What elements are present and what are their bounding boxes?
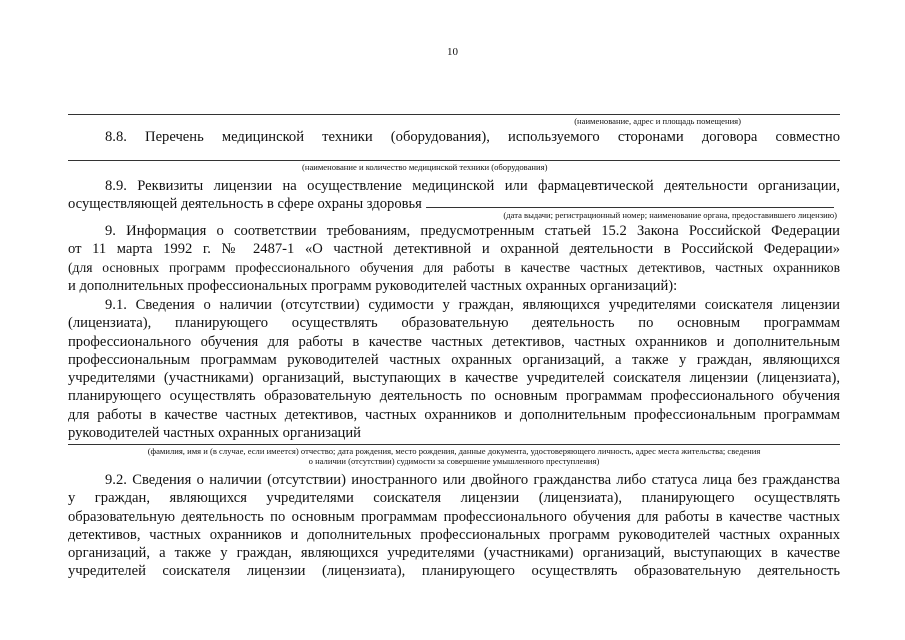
text-line: (лицензиата), планирующего осуществлять образовательную деятельность по основным программам (68, 315, 840, 332)
license-fill-line (426, 195, 834, 208)
text-line: планирующего осуществлять образовательную деятельность по основным программам профессионального обучения (68, 388, 840, 405)
text-line: от 11 марта 1992 г. № 2487-1 «О частной детективной и охранной деятельности в Российской Федерации» (68, 241, 840, 258)
text-line: 9. Информация о соответствии требованиям, предусмотренным статьей 15.2 Закона Российской Федерации (105, 223, 840, 239)
text-line: образовательную деятельность по основным программам профессионального обучения для работы в качестве частных (68, 508, 840, 525)
text-line: 8.8. Перечень медицинской техники (оборудования), используемого сторонами договора совместно (105, 129, 840, 145)
paragraph-8-8 (68, 128, 840, 146)
paragraph-9 (68, 222, 840, 295)
text-line: (для основных программ профессионального обучения для работы в качестве частных детективов, частных охранников (68, 259, 840, 275)
caption-license: (дата выдачи; регистрационный номер; наименование органа, предоставившего лицензию) (503, 210, 837, 220)
text-line: и дополнительных профессиональных программ руководителей частных охранных организаций): (68, 277, 678, 294)
text-line: учредителями (участниками) организаций, выступающих в качестве учредителей соискателя лицензии (лицензиата), (68, 370, 840, 387)
caption-premises: (наименование, адрес и площадь помещения) (574, 116, 741, 126)
text-line: у граждан, являющихся учредителями соискателя лицензии (лицензиата), планирующего осуществлять (68, 490, 840, 507)
caption-equipment: (наименование и количество медицинской техники (оборудования) (302, 162, 548, 172)
persons-fill-line (68, 444, 840, 445)
text-line: учредителей соискателя лицензии (лицензиата), планирующего осуществлять образовательную деятельность (68, 563, 840, 580)
page-number: 10 (447, 46, 458, 58)
equipment-fill-line (68, 160, 840, 161)
caption-persons-line-1: (фамилия, имя и (в случае, если имеется) отчество; дата рождения, место рождения, данные документа, удостоверяющего личность, адрес места жительства; сведения (147, 446, 761, 456)
text-line: организаций, а также у граждан, являющихся учредителями (участниками) организаций, выступающих в качестве (68, 545, 840, 562)
text-line: 9.1. Сведения о наличии (отсутствии) судимости у граждан, являющихся учредителями соискателя лицензии (105, 297, 840, 313)
text-line: 8.9. Реквизиты лицензии на осуществление медицинской или фармацевтической деятельности организации, (105, 178, 840, 194)
text-line: руководителей частных охранных организаций (68, 425, 361, 442)
paragraph-9-1 (68, 296, 840, 442)
paragraph-9-2 (68, 471, 840, 581)
text-line: профессиональным программам руководителей частных охранных организаций, а также у граждан, являющихся (68, 351, 840, 368)
premises-fill-line (68, 114, 840, 115)
text-segment: осуществляющей деятельность в сфере охраны здоровья (68, 196, 422, 213)
paragraph-8-9 (68, 177, 840, 214)
text-line: детективов, частных охранников и дополнительных профессиональных программ руководителей частных охранных (68, 526, 840, 543)
text-line: для работы в качестве частных детективов, частных охранников и дополнительным профессиональным программам (68, 406, 840, 423)
caption-persons-line-2: о наличии (отсутствии) судимости за совершение умышленного преступления) (308, 456, 600, 466)
text-line: 9.2. Сведения о наличии (отсутствии) иностранного или двойного гражданства либо статуса лица без гражданства (105, 472, 840, 488)
text-line: профессионального обучения для работы в качестве частных детективов, частных охранников и дополнительным (68, 333, 840, 350)
